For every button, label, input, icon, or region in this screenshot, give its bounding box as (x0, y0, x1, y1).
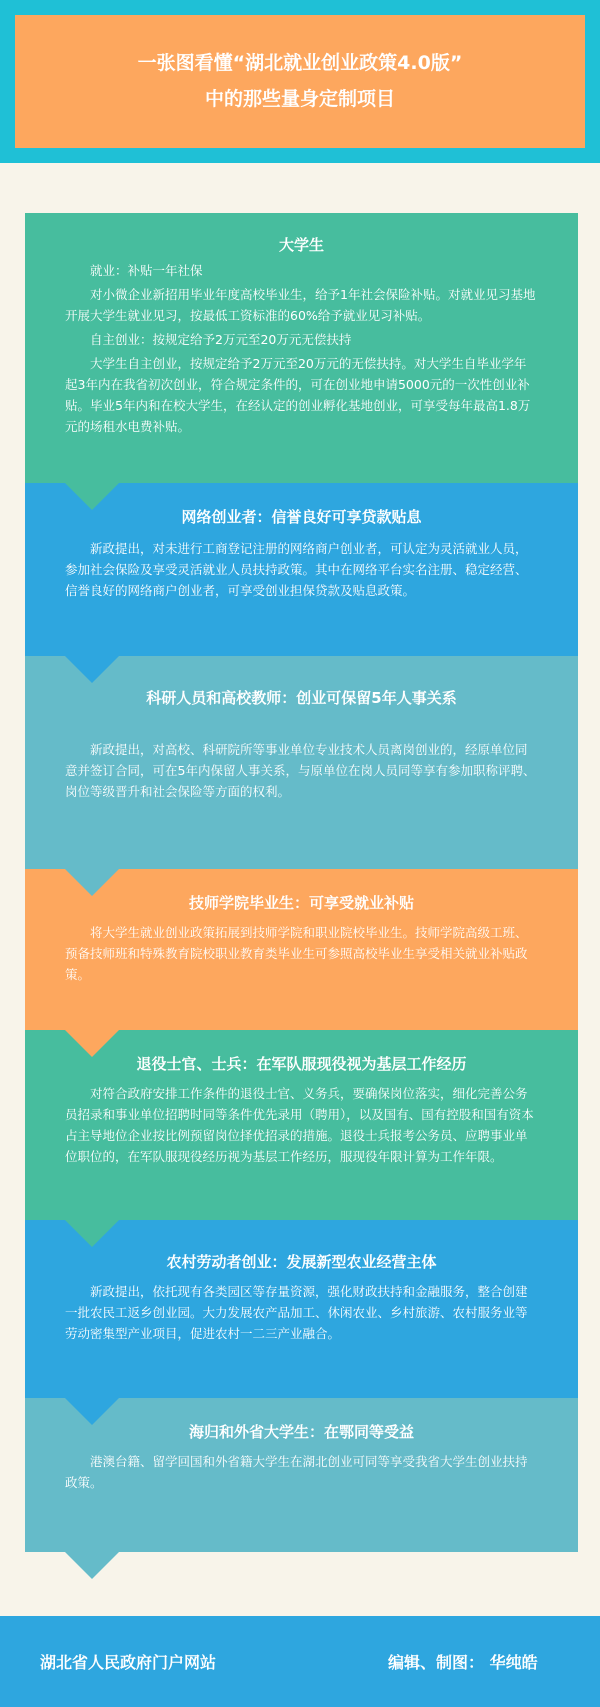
section-subtitle: 自主创业：按规定给予2万元至20万元无偿扶持 (90, 332, 352, 347)
section-body: 大学生自主创业，按规定给予2万元至20万元的无偿扶持。对大学生自毕业学年起3年内在我省初次创业，符合规定条件的，可在创业地申请5000元的一次性创业补贴。毕业5年内和在校大学生，在经认定的创业孵化基地创业，可享受每年最高1.8万元的场租水电费补贴。 (65, 356, 531, 434)
section-body: 新政提出，对高校、科研院所等事业单位专业技术人员离岗创业的，经原单位同意并签订合同，可在5年内保留人事关系，与原单位在岗人员同等享有参加职称评聘、岗位等级晋升和社会保险等方面的权利。 (65, 742, 536, 799)
section-title: 大学生 (278, 236, 324, 254)
arrow-down (65, 869, 119, 896)
arrow-down (65, 1220, 119, 1247)
section-veterans (25, 1030, 578, 1220)
footer (0, 1616, 600, 1707)
footer-source: 湖北省人民政府门户网站 (40, 1653, 217, 1672)
section-body: 将大学生就业创业政策拓展到技师学院和职业院校毕业生。技师学院高级工班、预备技师班和特殊教育院校职业教育类毕业生可参照高校毕业生享受相关就业补贴政策。 (65, 925, 528, 982)
arrow-down (65, 1398, 119, 1425)
arrow-down (65, 656, 119, 683)
section-body: 港澳台籍、留学回国和外省籍大学生在湖北创业可同等享受我省大学生创业扶持政策。 (65, 1454, 528, 1490)
page-title-line1: 一张图看懂“湖北就业创业政策4.0版” (137, 52, 463, 74)
arrow-down (65, 483, 119, 510)
section-body: 对小微企业新招用毕业年度高校毕业生，给予1年社会保险补贴。对就业见习基地开展大学生就业见习，按最低工资标准的60%给予就业见习补贴。 (65, 287, 536, 323)
page-title-line2: 中的那些量身定制项目 (204, 88, 395, 110)
arrow-down (65, 1552, 119, 1579)
section-researchers-teachers (25, 656, 578, 869)
section-title: 农村劳动者创业：发展新型农业经营主体 (166, 1253, 437, 1271)
section-title: 技师学院毕业生：可享受就业补贴 (188, 894, 414, 912)
section-title: 海归和外省大学生：在鄂同等受益 (188, 1423, 414, 1441)
footer-editor: 编辑、制图： 华纯皓 (388, 1653, 538, 1672)
section-college-students (25, 213, 578, 483)
section-body: 对符合政府安排工作条件的退役士官、义务兵，要确保岗位落实，细化完善公务员招录和事业单位招聘时同等条件优先录用（聘用），以及国有、国有控股和国有资本占主导地位企业按比例预留岗位择优招录的措施。退役士兵报考公务员、应聘事业单位职位的，在军队服现役经历视为基层工作经历，服现役年限计算为工作年限。 (65, 1086, 534, 1164)
section-title: 网络创业者：信誉良好可享贷款贴息 (181, 508, 422, 526)
arrow-down (65, 1030, 119, 1057)
section-title: 科研人员和高校教师：创业可保留5年人事关系 (146, 689, 457, 707)
header-box (15, 15, 585, 148)
header-band (0, 0, 600, 163)
section-subtitle: 就业：补贴一年社保 (90, 263, 203, 278)
section-body: 新政提出，依托现有各类园区等存量资源，强化财政扶持和金融服务，整合创建一批农民工返乡创业园。大力发展农产品加工、休闲农业、乡村旅游、农村服务业等劳动密集型产业项目，促进农村一二三产业融合。 (65, 1284, 528, 1341)
section-body: 新政提出，对未进行工商登记注册的网络商户创业者，可认定为灵活就业人员，参加社会保险及享受灵活就业人员扶持政策。其中在网络平台实名注册、稳定经营、信誉良好的网络商户创业者，可享受创业担保贷款及贴息政策。 (65, 541, 528, 598)
section-title: 退役士官、士兵：在军队服现役视为基层工作经历 (136, 1055, 467, 1073)
